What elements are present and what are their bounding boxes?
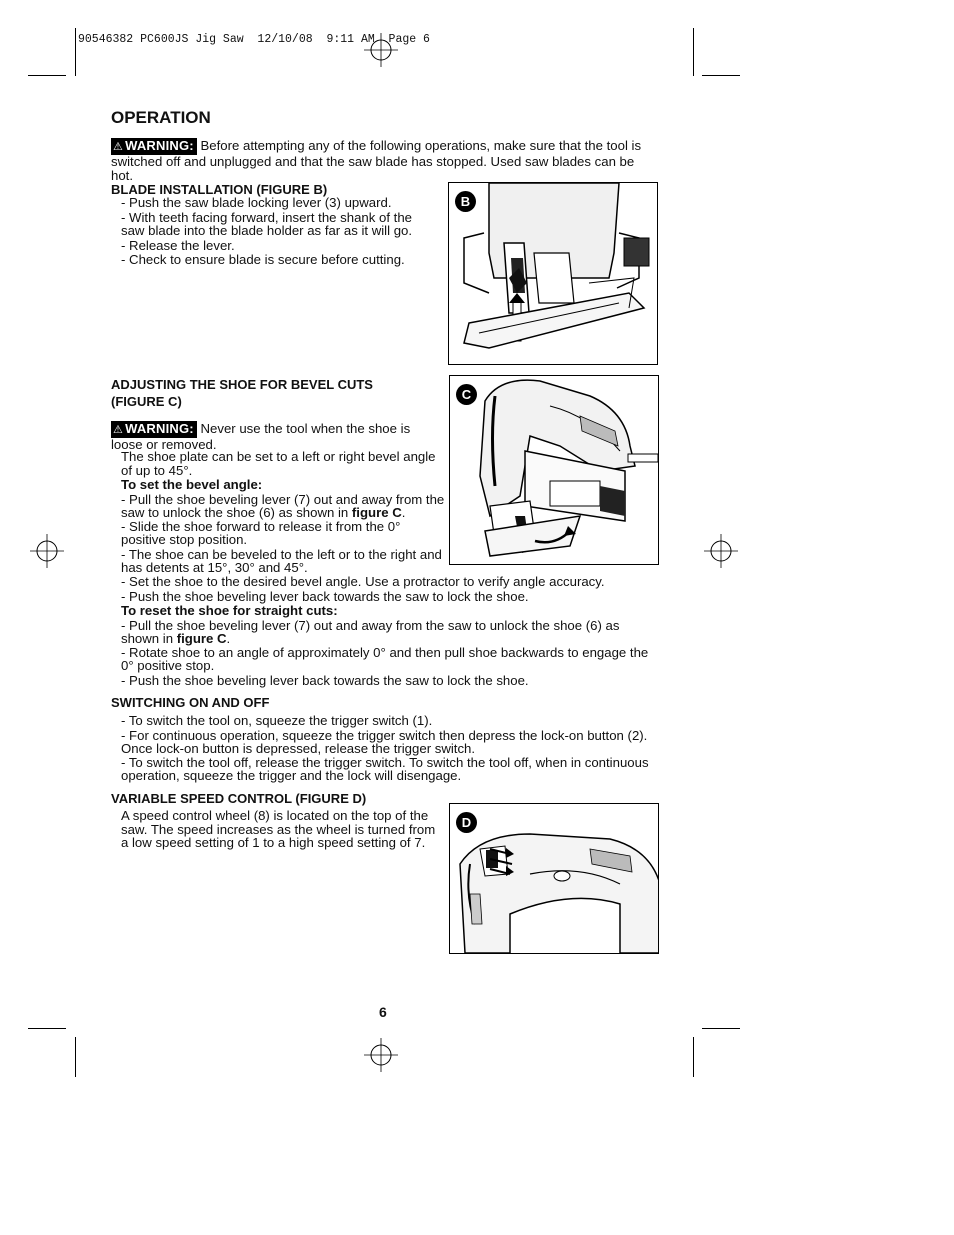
reset-heading: To reset the shoe for straight cuts: — [121, 603, 338, 618]
figure-c — [449, 375, 659, 565]
speed-text: A speed control wheel (8) is located on the top of the saw. The speed increases as the wheel is turned from a low speed setting of 1 to a high speed setting of 7. — [121, 808, 436, 850]
crop-mark — [693, 1037, 694, 1077]
set-bevel-step: - Set the shoe to the desired bevel angle. Use a protractor to verify angle accuracy. — [121, 574, 605, 589]
registration-mark-icon — [704, 534, 738, 568]
figure-b — [448, 182, 658, 365]
blade-step: - Check to ensure blade is secure before cutting. — [121, 252, 405, 267]
crop-mark — [75, 28, 76, 76]
registration-mark-icon — [364, 33, 398, 67]
registration-mark-icon — [364, 1038, 398, 1072]
registration-mark-icon — [30, 534, 64, 568]
shoe-warning-text: Never use the tool when the shoe is loose or removed. — [111, 421, 411, 452]
page-number: 6 — [379, 1004, 387, 1020]
crop-mark — [693, 28, 694, 76]
set-bevel-step: - The shoe can be beveled to the left or to the right and has detents at 15°, 30° and 45°. — [121, 546, 442, 575]
shoe-body-lower — [121, 575, 653, 687]
intro-warning — [111, 138, 659, 182]
switching-heading: SWITCHING ON AND OFF — [111, 695, 270, 710]
shoe-warning — [111, 421, 441, 452]
blade-steps — [121, 196, 427, 267]
shoe-intro: The shoe plate can be set to a left or right bevel angle of up to 45°. — [121, 449, 436, 478]
crop-mark — [702, 75, 740, 76]
set-bevel-heading: To set the bevel angle: — [121, 477, 263, 492]
speed-heading: VARIABLE SPEED CONTROL (FIGURE D) — [111, 791, 367, 806]
crop-mark — [28, 75, 66, 76]
jigsaw-bevel-shoe-illustration — [450, 376, 658, 564]
warning-triangle-icon: ⚠ — [113, 141, 124, 153]
switching-step: - To switch the tool off, release the trigger switch. To switch the tool off, when in continuous operation, squeeze the trigger and the lock will disengage. — [121, 754, 649, 783]
switching-steps — [121, 714, 653, 783]
jigsaw-speed-wheel-illustration — [450, 804, 658, 953]
blade-heading: BLADE INSTALLATION (FIGURE B) — [111, 182, 328, 197]
reset-step: - Push the shoe beveling lever back towards the saw to lock the shoe. — [121, 672, 529, 688]
crop-mark — [702, 1028, 740, 1029]
figure-b-label: B — [455, 191, 476, 212]
warning-triangle-icon: ⚠ — [113, 424, 124, 436]
section-title: OPERATION — [111, 108, 211, 127]
warning-badge: ⚠ WARNING: — [111, 421, 197, 438]
shoe-heading: ADJUSTING THE SHOE FOR BEVEL CUTS (FIGURE C) — [111, 377, 373, 409]
warning-badge: ⚠ WARNING: — [111, 138, 197, 155]
figure-d-label: D — [456, 812, 477, 833]
set-bevel-step: - Push the shoe beveling lever back towards the saw to lock the shoe. — [121, 588, 529, 604]
blade-step: - Release the lever. — [121, 237, 235, 253]
blade-step: - With teeth facing forward, insert the shank of the saw blade into the blade holder as far as it will go. — [121, 209, 413, 238]
switching-step: - For continuous operation, squeeze the trigger switch then depress the lock-on button (2). Once lock-on button is depressed, release the trigger switch. — [121, 727, 648, 756]
print-slug: 90546382 PC600JS Jig Saw 12/10/08 9:11 AM Page 6 — [78, 33, 430, 46]
figure-c-label: C — [456, 384, 477, 405]
set-bevel-step: - Pull the shoe beveling lever (7) out and away from the saw to unlock the shoe (6) as shown in figure C. — [121, 491, 445, 520]
blade-step: - Push the saw blade locking lever (3) upward. — [121, 195, 392, 210]
set-bevel-step: - Slide the shoe forward to release it from the 0° positive stop position. — [121, 518, 401, 547]
reset-step: - Rotate shoe to an angle of approximately 0° and then pull shoe backwards to engage the 0° positive stop. — [121, 644, 649, 673]
switching-step: - To switch the tool on, squeeze the trigger switch (1). — [121, 713, 433, 728]
jigsaw-blade-holder-illustration — [449, 183, 657, 364]
shoe-body-upper — [121, 450, 448, 575]
crop-mark — [75, 1037, 76, 1077]
reset-step: - Pull the shoe beveling lever (7) out and away from the saw to unlock the shoe (6) as shown in figure C. — [121, 617, 620, 646]
intro-warning-text: Before attempting any of the following operations, make sure that the tool is switched off and unplugged and that the saw blade has stopped. Used saw blades can be hot. — [111, 138, 642, 183]
crop-mark — [28, 1028, 66, 1029]
figure-d — [449, 803, 659, 954]
